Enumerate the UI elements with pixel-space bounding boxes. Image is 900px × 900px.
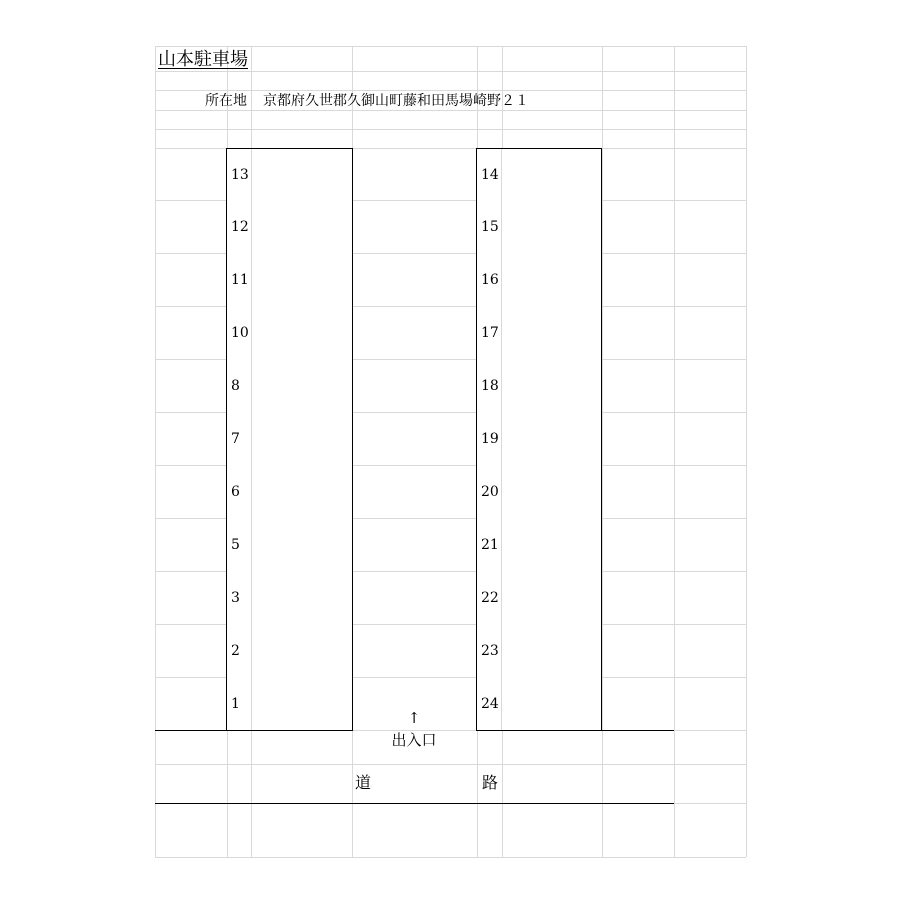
parking-space-left [226, 306, 353, 360]
parking-space-number: 3 [231, 589, 240, 606]
space-number-divider [501, 677, 502, 730]
parking-space-right [476, 200, 602, 254]
space-number-divider [251, 677, 252, 730]
parking-space-number: 13 [231, 166, 249, 183]
address-label: 所在地 [205, 93, 247, 109]
parking-space-right [476, 677, 602, 731]
space-number-divider [501, 306, 502, 359]
parking-space-left [226, 412, 353, 466]
road-far-edge [155, 803, 674, 804]
parking-space-number: 24 [481, 695, 499, 712]
parking-space-number: 12 [231, 218, 249, 235]
parking-space-left [226, 571, 353, 625]
space-number-divider [501, 149, 502, 200]
parking-space-right [476, 412, 602, 466]
parking-space-number: 21 [481, 536, 499, 553]
road-label-char-2: 路 [482, 773, 499, 792]
parking-space-number: 20 [481, 483, 499, 500]
space-number-divider [251, 571, 252, 624]
road-label-char-1: 道 [355, 773, 372, 792]
space-number-divider [251, 200, 252, 253]
space-number-divider [251, 624, 252, 677]
parking-space-right [476, 148, 602, 201]
road-edge-right [601, 730, 674, 731]
space-number-divider [501, 624, 502, 677]
space-number-divider [501, 465, 502, 518]
space-number-divider [501, 253, 502, 306]
parking-space-left [226, 253, 353, 307]
space-number-divider [251, 412, 252, 465]
address-value: 京都府久世郡久御山町藤和田馬場崎野２１ [263, 93, 529, 109]
space-number-divider [501, 518, 502, 571]
space-number-divider [251, 465, 252, 518]
parking-space-number: 1 [231, 695, 240, 712]
parking-space-number: 15 [481, 218, 499, 235]
parking-space-left [226, 200, 353, 254]
parking-space-number: 2 [231, 642, 240, 659]
parking-space-left [226, 465, 353, 519]
parking-space-number: 8 [231, 377, 240, 394]
entrance-label: 出入口 [391, 731, 437, 749]
parking-space-left [226, 624, 353, 678]
space-number-divider [251, 518, 252, 571]
space-number-divider [501, 359, 502, 412]
parking-space-right [476, 465, 602, 519]
road-edge-left [155, 730, 227, 731]
parking-space-right [476, 359, 602, 413]
parking-space-number: 6 [231, 483, 240, 500]
parking-space-number: 11 [231, 271, 249, 288]
space-number-divider [251, 306, 252, 359]
parking-space-number: 23 [481, 642, 499, 659]
parking-space-left [226, 148, 353, 201]
space-number-divider [251, 359, 252, 412]
space-number-divider [501, 412, 502, 465]
parking-space-number: 14 [481, 166, 499, 183]
parking-space-right [476, 571, 602, 625]
parking-space-number: 19 [481, 430, 499, 447]
parking-space-number: 16 [481, 271, 499, 288]
parking-space-right [476, 306, 602, 360]
parking-space-right [476, 518, 602, 572]
parking-space-number: 17 [481, 324, 499, 341]
space-number-divider [501, 200, 502, 253]
parking-space-left [226, 359, 353, 413]
parking-space-number: 7 [231, 430, 240, 447]
space-number-divider [501, 571, 502, 624]
page-title: 山本駐車場 [158, 49, 248, 70]
parking-space-right [476, 253, 602, 307]
parking-space-right [476, 624, 602, 678]
parking-space-left [226, 677, 353, 731]
parking-space-number: 18 [481, 377, 499, 394]
space-number-divider [251, 149, 252, 200]
parking-space-number: 22 [481, 589, 499, 606]
entrance-arrow-icon: ↑ [407, 709, 421, 727]
parking-space-number: 10 [231, 324, 249, 341]
parking-space-number: 5 [231, 536, 240, 553]
space-number-divider [251, 253, 252, 306]
parking-space-left [226, 518, 353, 572]
address-line [205, 92, 529, 110]
